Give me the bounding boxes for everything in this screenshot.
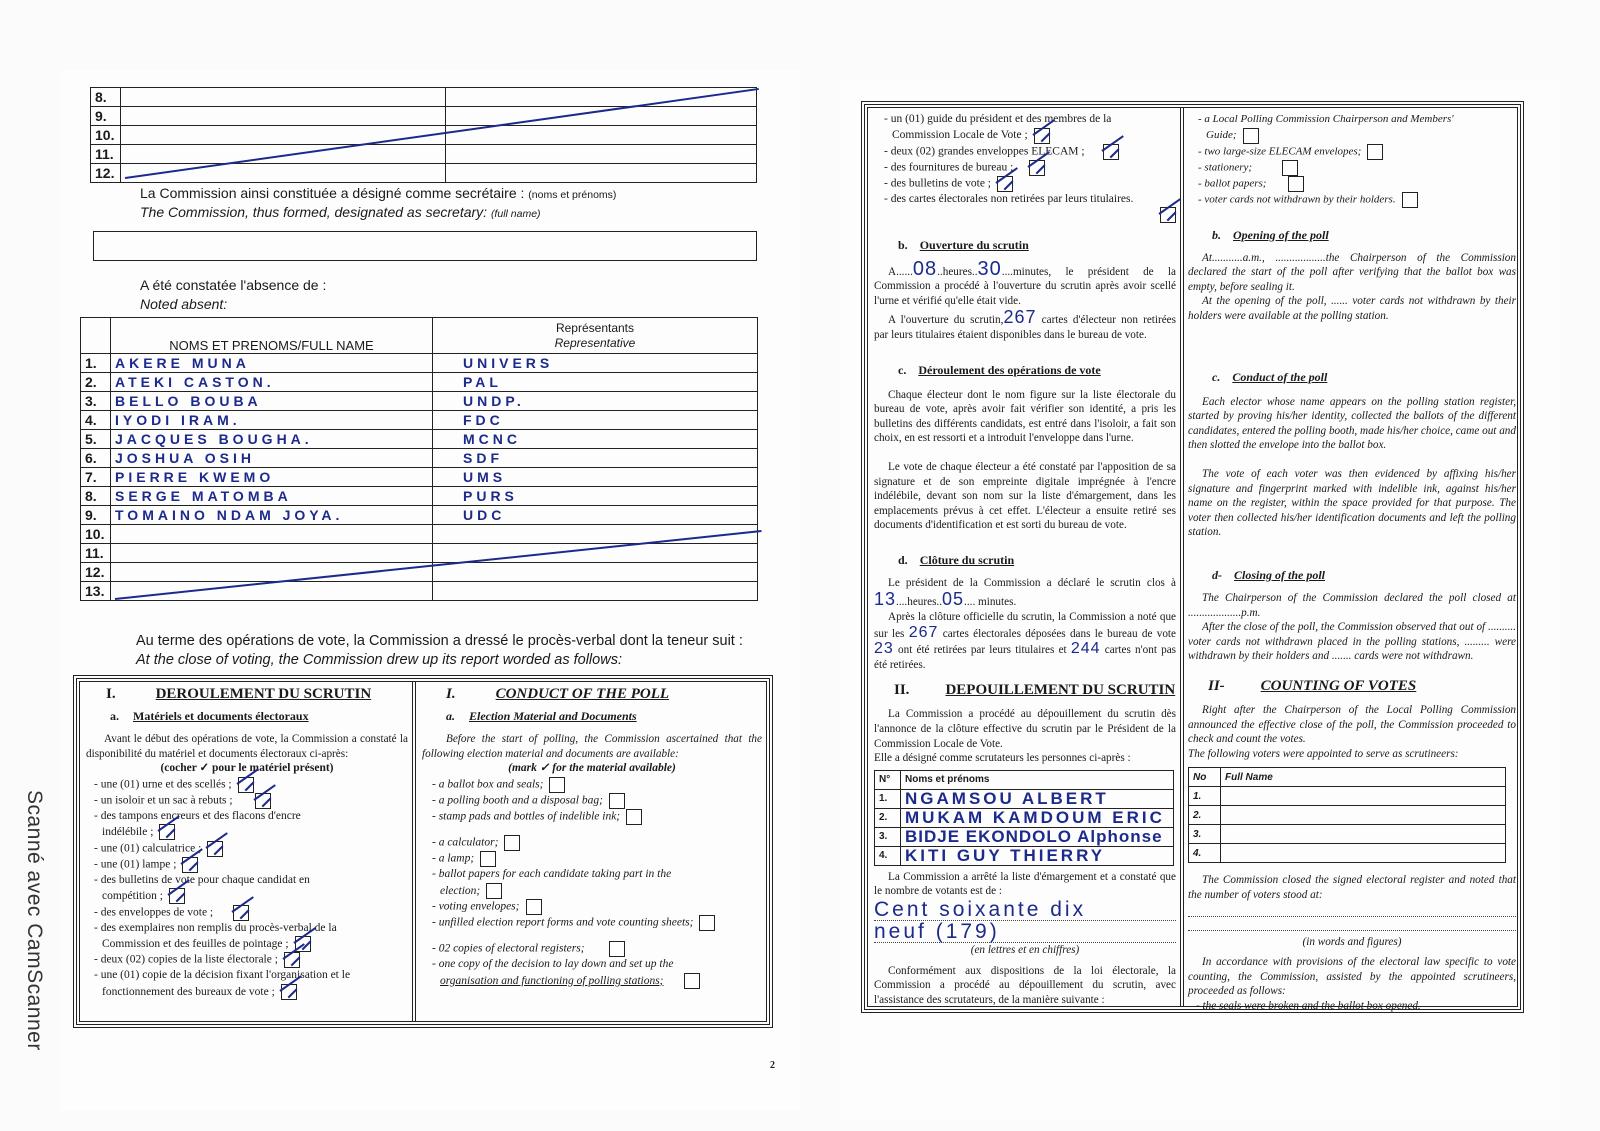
instruction: (cocher ✓ pour le matériel présent) xyxy=(160,762,334,775)
table-row: 4. xyxy=(1189,844,1506,863)
checklist-item: - des exemplaires non remplis du procès-verbal de la Commission et des feuilles de pointage ; xyxy=(94,921,408,953)
table-row: 8. xyxy=(91,88,757,107)
table-row: 3. BIDJE EKONDOLO Alphonse xyxy=(875,827,1174,846)
checkbox[interactable] xyxy=(1402,192,1418,208)
table-row: 10. xyxy=(81,525,758,544)
table-row: 3. xyxy=(1189,825,1506,844)
report-intro-fr: Au terme des opérations de vote, la Commission a dressé le procès-verbal dont la teneur suit : xyxy=(136,633,743,649)
counting-text: Right after the Chairperson of the Local Polling Commission announced the effective close of the poll, the Commission proceeded to check and count the votes. xyxy=(1188,703,1516,746)
checkbox[interactable] xyxy=(207,841,223,857)
closing-minutes[interactable]: 05 xyxy=(942,589,965,610)
scrutineers-intro: The following voters were appointed to serve as scrutineers: xyxy=(1188,747,1459,760)
section-title: DEPOUILLEMENT DU SCRUTIN xyxy=(945,682,1176,699)
table-row: 3. BELLO BOUBA UNDP. xyxy=(81,392,758,411)
table-row: 1. NGAMSOU ALBERT xyxy=(875,789,1174,808)
section-title: COUNTING OF VOTES xyxy=(1260,677,1417,694)
checkbox[interactable] xyxy=(1034,128,1050,144)
checkbox[interactable] xyxy=(486,883,502,899)
right-page xyxy=(840,80,1560,1120)
subsection-title: Déroulement des opérations de vote xyxy=(918,362,1101,377)
checklist-item: - a Local Polling Commission Chairperson and Members' Guide; xyxy=(1198,112,1516,144)
conduct-text-1: Chaque électeur dont le nom figure sur la liste électorale du bureau de vote, après avoir fait vérifier son identité, a pris les bulletins des différents candidats, est entré dans l'isoloir, a fait son choix, en est ressorti et a introduit l'enveloppe dans l'urne. xyxy=(874,388,1176,445)
secretary-label-en: The Commission, thus formed, designated as secretary: (full name) xyxy=(140,204,541,220)
checklist-item: - a ballot box and seals; xyxy=(432,777,762,793)
closing-text: Le président de la Commission a déclaré le scrutin clos à 13....heures..05.... minutes. xyxy=(874,576,1177,610)
scrutineers-table: No Full Name 1. 2. 3. 4. xyxy=(1188,767,1506,863)
voters-text: La Commission a arrêté la liste d'émargement et a constaté que le nombre de votants est de : xyxy=(874,870,1176,898)
checklist-item: - two large-size ELECAM envelopes; xyxy=(1198,144,1516,160)
voters-words-line-1[interactable]: Cent soixante dix xyxy=(874,899,1176,921)
col-representative: Représentants Representative xyxy=(433,318,758,354)
column-divider xyxy=(412,682,416,1022)
opening-hours[interactable]: 08 xyxy=(912,257,938,280)
final-text: In accordance with provisions of the electoral law specific to vote counting, the Commission, assisted by the appointed scrutineers, proceeded as follows: xyxy=(1188,956,1516,998)
checkbox[interactable] xyxy=(609,793,625,809)
intro-text: Avant le début des opérations de vote, la Commission a constaté la disponibilité du matériel et documents électoraux ci-après: xyxy=(86,733,408,760)
subsection-title: Conduct of the poll xyxy=(1232,369,1328,384)
checklist-item: - des tampons encreurs et des flacons d'encre indélébile ; xyxy=(94,809,408,841)
closing-text: The Chairperson of the Commission declared the poll closed at ...................p.m. xyxy=(1188,591,1516,619)
table-row: 9. TOMAINO NDAM JOYA. UDC xyxy=(81,506,758,525)
checkbox[interactable] xyxy=(238,777,254,793)
conduct-text-2: Le vote de chaque électeur a été constaté par l'apposition de sa signature et de son empreinte digitale imprégnée à l'encre indélébile, devant son nom sur la liste d'émargement, dans les emplacements prévus à cet effet. L'électeur a ensuite retiré ses documents d'identification et est sorti du bureau de vote. xyxy=(874,460,1176,532)
voters-note: (in words and figures) xyxy=(1302,935,1402,948)
checklist-item: - stationery; xyxy=(1198,160,1516,176)
checkbox[interactable] xyxy=(1029,160,1045,176)
checkbox[interactable] xyxy=(684,973,700,989)
final-item: - the seals were broken and the ballot box opened. xyxy=(1196,999,1421,1012)
checkbox[interactable] xyxy=(609,941,625,957)
absent-label-en: Noted absent: xyxy=(140,296,228,312)
checklist-item: - une (01) lampe ; xyxy=(94,857,408,873)
table-row: 2. xyxy=(1189,806,1506,825)
checklist-item: - une (01) urne et des scellés ; xyxy=(94,777,408,793)
checkbox[interactable] xyxy=(1103,144,1119,160)
checkbox[interactable] xyxy=(1288,176,1304,192)
checklist-item: - a calculator; xyxy=(432,835,762,851)
checkbox[interactable] xyxy=(1243,128,1259,144)
report-intro-en: At the close of voting, the Commission drew up its report worded as follows: xyxy=(136,652,622,668)
scrutineers-table: N° Noms et prénoms 1. NGAMSOU ALBERT 2. MUKAM KAMDOUM ERIC 3. BIDJE EKONDOLO Alphonse 4. KITI GUY THIERRY xyxy=(874,770,1174,866)
checkbox[interactable] xyxy=(549,777,565,793)
checklist-item: - a polling booth and a disposal bag; xyxy=(432,793,762,809)
section1-fr: I. DEROULEMENT DU SCRUTIN a. Matériels et documents électoraux Avant le début des opérations de vote, la Commission a constaté la disponibilité du matériel et documents électoraux ci-après: (cocher ✓ pour le matériel présent) - une (01) urne et des scellés ; - un isoloir et un sac à rebuts ; - des tampons encreurs et des flacons d'encre indélébile ; - une (01) calculatrice ; - une (01) lampe ; - des bulletins de vote pour chaque candidat en compétition ; - des enveloppes de vote ; - des exemplaires non remplis du procès-verbal de la Commission et des feuilles de pointage ; - deux (02) copies de la liste électorale ; - une (01) copie de la décision fixant l'organisation et le fonctionnement des bureaux de vote ; xyxy=(86,686,408,1000)
table-row: 9. xyxy=(91,107,757,126)
cards-withdrawn[interactable]: 23 xyxy=(874,640,894,658)
section-title: DEROULEMENT DU SCRUTIN xyxy=(155,686,372,702)
table-row: 5. JACQUES BOUGHA. MCNC xyxy=(81,430,758,449)
voters-line-2[interactable] xyxy=(1188,917,1516,931)
subsection-title: Closing of the poll xyxy=(1234,567,1326,582)
checklist-item: - des bulletins de vote ; xyxy=(884,176,1176,192)
secretary-field[interactable] xyxy=(93,231,757,261)
secretary-label-fr: La Commission ainsi constituée a désigné comme secrétaire : (noms et prénoms) xyxy=(140,185,617,201)
checklist-item: - one copy of the decision to lay down and set up the organisation and functioning of polling stations; xyxy=(432,957,762,989)
table-row: 1. xyxy=(1189,787,1506,806)
checkbox[interactable] xyxy=(284,952,300,968)
table-row: 2. MUKAM KAMDOUM ERIC xyxy=(875,808,1174,827)
voters-note: (en lettres et en chiffres) xyxy=(970,944,1080,956)
subsection-title: Election Material and Documents xyxy=(469,709,637,723)
table-row: 11. xyxy=(91,145,757,164)
voters-words-line-2[interactable]: neuf (179) xyxy=(874,921,1176,943)
checklist-item: - a lamp; xyxy=(432,851,762,867)
checklist-item: - un (01) guide du président et des membres de la Commission Locale de Vote ; xyxy=(884,112,1176,144)
column-divider xyxy=(1180,108,1184,1006)
table-row: 4. IYODI IRAM. FDC xyxy=(81,411,758,430)
table-row: 2. ATEKI CASTON. PAL xyxy=(81,373,758,392)
table-row: 1. AKERE MUNA UNIVERS xyxy=(81,354,758,373)
checklist-item: - des cartes électorales non retirées par leurs titulaires. xyxy=(884,193,1134,206)
absent-table xyxy=(80,317,758,601)
subsection-title: Opening of the poll xyxy=(1233,227,1329,242)
checklist-item: - des fournitures de bureau ; xyxy=(884,160,1176,176)
checklist-item: - un isoloir et un sac à rebuts ; xyxy=(94,793,408,809)
subsection-title: Clôture du scrutin xyxy=(919,552,1015,567)
opening-text: At...........a.m., ..................the Chairperson of the Commission declared the start of the poll after verifying that the ballot box was empty, before sealing it. xyxy=(1188,251,1516,293)
conduct-text-1: Each elector whose name appears on the polling station register, started by proving his/her identity, collected the ballots of the different candidates, entered the polling booth, made his/her choice, came out and then slotted the envelope into the ballot box. xyxy=(1188,395,1516,452)
checklist-item: - voter cards not withdrawn by their holders. xyxy=(1198,192,1516,208)
table-row: 10. xyxy=(91,126,757,145)
instruction: (mark ✓ for the material available) xyxy=(508,762,676,775)
opening-cards-text: A l'ouverture du scrutin,267 cartes d'électeur non retirées par leurs titulaires étaient disponibles dans le bureau de vote. xyxy=(874,307,1177,341)
checkbox[interactable] xyxy=(1160,207,1176,223)
counting-text: La Commission a procédé au dépouillement du scrutin dès l'annonce de la clôture effective du scrutin par le Président de la Commission Locale de Vote. xyxy=(874,708,1176,750)
checklist-item: - unfilled election report forms and vote counting sheets; xyxy=(432,915,762,931)
table-row: 6. JOSHUA OSIH SDF xyxy=(81,449,758,468)
checklist-item: - deux (02) grandes enveloppes ELECAM ; xyxy=(884,144,1176,160)
table-row: 11. xyxy=(81,544,758,563)
table-row: 12. xyxy=(91,164,757,183)
cards-not-withdrawn[interactable]: 244 xyxy=(1070,640,1101,658)
absent-label-fr: A été constatée l'absence de : xyxy=(140,277,327,293)
col-full-name: NOMS ET PRENOMS/FULL NAME xyxy=(111,318,433,354)
opening-cards[interactable]: 267 xyxy=(1003,307,1037,328)
section1-en: I. CONDUCT OF THE POLL a. Election Material and Documents Before the start of polling, the Commission ascertained that the following election material and documents are available: (mark ✓ for the material available) - a ballot box and seals; - a polling booth and a disposal bag; - stamp pads and bottles of indelible ink; - a calculator; - a lamp; - ballot papers for each candidate taking part in the election; - voting envelopes; - unfilled election report forms and vote counting sheets; - 02 copies of electoral registers; - one copy of the decision to lay down and set up the organisation and functioning of polling stations; xyxy=(422,686,762,989)
checkbox[interactable] xyxy=(233,905,249,921)
subsection-title: Ouverture du scrutin xyxy=(919,237,1029,252)
page-number: 2 xyxy=(770,1060,775,1071)
checkbox[interactable] xyxy=(480,851,496,867)
checkbox[interactable] xyxy=(255,793,271,809)
checkbox[interactable] xyxy=(504,835,520,851)
checkbox[interactable] xyxy=(159,824,175,840)
checkbox[interactable] xyxy=(997,176,1013,192)
voters-line-1[interactable] xyxy=(1188,903,1516,917)
right-fr-column: - un (01) guide du président et des membres de la Commission Locale de Vote ; - deux (02) grandes enveloppes ELECAM ; - des fournitures de bureau ; - des bulletins de vote ; - des cartes électorales non retirées par leurs titulaires. b. Ouverture du scrutin A......08..heures..30....minutes, le président de la Commission a procédé à l'ouverture du scrutin après avoir scellé l'urne et vérifié qu'elle était vide. A l'ouverture du scrutin,267 cartes d'électeur non retirées par leurs titulaires étaient disponibles dans le bureau de vote. c. Déroulement des opérations de vote Chaque électeur dont le nom figure sur la liste électorale du bureau de vote, après avoir fait vérifier son identité, a pris les bulletins des différents candidats, est entré dans l'isoloir, a fait son choix, en est ressorti et a introduit l'enveloppe dans l'urne. Le vote de chaque électeur a été constaté par l'apposition de sa signature et de son empreinte digitale imprégnée à l'encre indélébile, devant son nom sur la liste d'émargement, dans les emplacements prévus à cet effet. L'électeur a ensuite retiré ses documents d'identification et est sorti du bureau de vote. d. Clôture du scrutin Le président de la Commission a déclaré le scrutin clos à 13....heures..05.... minutes. Après la clôture officielle du scrutin, la Commission a noté que sur les 267 cartes électorales déposées dans le bureau de vote 23 ont été retirées par leurs titulaires et 244 cartes n'ont pas été retirées. II. DEPOUILLEMENT DU SCRUTIN La Commission a procédé au dépouillement du scrutin dès l'annonce de la clôture effective du scrutin par le Président de la Commission Locale de Vote. Elle a désigné comme scrutateurs les personnes ci-après : N° Noms et prénoms 1. NGAMSOU ALBERT 2. MUKAM KAMDOUM ERIC 3. BIDJE EKONDOLO Alphonse 4. KITI GUY THIERRY La Commission a arrêté la liste d'émargement et a constaté que le nombre de votants est de : Cent soixante dix neuf (179) (en lettres et en chiffres) Conformément aux dispositions de la loi électorale, la Commission a procédé au dépouillement du scrutin, avec l'assistance des scrutateurs, de la manière suivante : xyxy=(874,113,1177,1006)
checkbox[interactable] xyxy=(526,899,542,915)
checklist-item: - stamp pads and bottles of indelible ink; xyxy=(432,809,762,825)
section-title: CONDUCT OF THE POLL xyxy=(495,686,670,702)
opening-minutes[interactable]: 30 xyxy=(977,257,1002,280)
closing-cards-text: After the close of the poll, the Commission observed that out of .......... voter cards not withdrawn placed in the polling stations, ......... were withdrawn by their holders and ....... cards were not withdrawn. xyxy=(1188,621,1516,663)
table-row: 13. xyxy=(81,582,758,601)
voters-text: The Commission closed the signed electoral register and noted that the number of voters stood at: xyxy=(1188,874,1516,901)
conduct-text-2: The vote of each voter was then evidenced by affixing his/her signature and fingerprint marked with indelible ink, against his/her name on the register, within the space provided for that purpose. The voter then collected his/her identification documents and left the polling station. xyxy=(1188,468,1516,539)
left-page xyxy=(60,70,800,1110)
checklist-item: - ballot papers for each candidate taking part in the election; xyxy=(432,867,762,899)
camscanner-watermark: Scanné avec CamScanner xyxy=(23,790,46,1051)
checklist-item: - une (01) copie de la décision fixant l'organisation et le fonctionnement des bureaux de vote ; xyxy=(94,968,408,1000)
table-row: 12. xyxy=(81,563,758,582)
scrutineers-intro: Elle a désigné comme scrutateurs les personnes ci-après : xyxy=(874,752,1131,765)
checkbox[interactable] xyxy=(169,888,185,904)
checklist-item: - une (01) calculatrice ; xyxy=(94,841,408,857)
checkbox[interactable] xyxy=(1367,144,1383,160)
intro-text: Before the start of polling, the Commission ascertained that the following election material and documents are available: xyxy=(422,733,762,760)
checklist-item: - voting envelopes; xyxy=(432,899,762,915)
opening-text: A......08..heures..30....minutes, le président de la Commission a procédé à l'ouverture du scrutin après avoir scellé l'urne et vérifié qu'elle était vide. xyxy=(874,257,1176,307)
closing-cards-text: Après la clôture officielle du scrutin, la Commission a noté que sur les 267 cartes électorales déposées dans le bureau de vote 23 ont été retirées par leurs titulaires et 244 cartes n'ont pas été retirées. xyxy=(874,611,1177,671)
checklist-item: - deux (02) copies de la liste électorale ; xyxy=(94,952,408,968)
checkbox[interactable] xyxy=(699,915,715,931)
table-row: 4. KITI GUY THIERRY xyxy=(875,846,1174,865)
opening-cards-text: At the opening of the poll, ...... voter cards not withdrawn by their holders were available at the polling station. xyxy=(1188,295,1516,323)
checklist-item: - des enveloppes de vote ; xyxy=(94,905,408,921)
checklist-item: - 02 copies of electoral registers; xyxy=(432,941,762,957)
right-en-column: - a Local Polling Commission Chairperson and Members' Guide; - two large-size ELECAM envelopes; - stationery; - ballot papers; - voter cards not withdrawn by their holders. b. Opening of the poll At...........a.m., ..................the Chairperson of the Commission declared the start of the poll after verifying that the ballot box was empty, before sealing it. At the opening of the poll, ...... voter cards not withdrawn by their holders were available at the polling station. c. Conduct of the poll Each elector whose name appears on the polling station register, started by proving his/her identity, collected the ballots of the different candidates, entered the polling booth, made his/her choice, came out and then slotted the envelope into the ballot box. The vote of each voter was then evidenced by affixing his/her signature and fingerprint marked with indelible ink, against his/her name on the register, within the space provided for that purpose. The voter then collected his/her identification documents and left the polling station. d- Closing of the poll The Chairperson of the Commission declared the poll closed at ...................p.m. After the close of the poll, the Commission observed that out of .......... voter cards not withdrawn placed in the polling stations, ......... were withdrawn by their holders and ....... cards were not withdrawn. II- COUNTING OF VOTES Right after the Chairperson of the Local Polling Commission announced the effective close of the poll, the Commission proceeded to check and count the votes. The following voters were appointed to serve as scrutineers: No Full Name 1. 2. 3. 4. The Commission closed the signed electoral register and noted that the number of voters stood at: (in words and figures) In accordance with provisions of the electoral law specific to vote counting, the Commission, assisted by the appointed scrutineers, proceeded as follows: - the seals were broken and the ballot box opened. xyxy=(1188,113,1516,1012)
checkbox[interactable] xyxy=(626,809,642,825)
subsection-title: Matériels et documents électoraux xyxy=(133,709,309,723)
checklist-item: - des bulletins de vote pour chaque candidat en compétition ; xyxy=(94,873,408,905)
checkbox[interactable] xyxy=(281,984,297,1000)
cards-total[interactable]: 267 xyxy=(908,623,939,641)
closing-hours[interactable]: 13 xyxy=(874,589,897,610)
final-text: Conformément aux dispositions de la loi électorale, la Commission a procédé au dépouillement du scrutin, avec l'assistance des scrutateurs, de la manière suivante : xyxy=(874,964,1176,1006)
checkbox[interactable] xyxy=(182,857,198,873)
table-row: 7. PIERRE KWEMO UMS xyxy=(81,468,758,487)
checkbox[interactable] xyxy=(1282,160,1298,176)
table-row: 8. SERGE MATOMBA PURS xyxy=(81,487,758,506)
checklist-item: - ballot papers; xyxy=(1198,176,1516,192)
